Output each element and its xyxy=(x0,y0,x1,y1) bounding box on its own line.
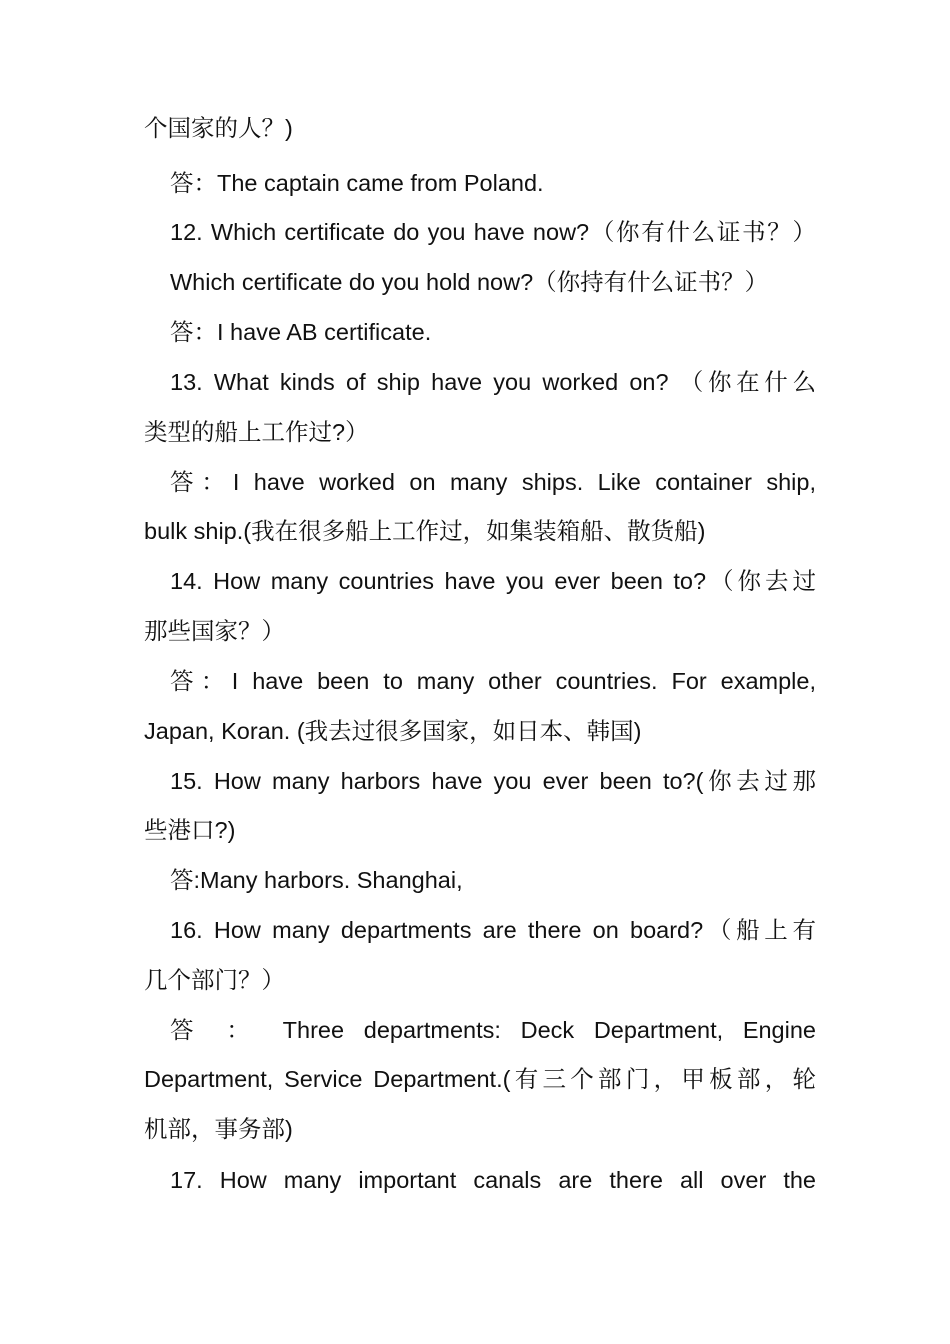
question-line: 13. What kinds of ship have you worked on? （你在什么 xyxy=(170,369,816,395)
text-line: 个国家的人？) xyxy=(144,115,293,141)
text-line: 些港口?) xyxy=(144,817,236,843)
question-line: 16. How many departments are there on board?（船上有 xyxy=(170,917,816,943)
text-line: 那些国家？） xyxy=(144,618,285,644)
question-line: Which certificate do you hold now?（你持有什么证书？） xyxy=(170,269,769,295)
text-line: 几个部门？） xyxy=(144,967,285,993)
answer-line: 答:Many harbors. Shanghai, xyxy=(170,867,463,893)
text-line: Department, Service Department.(有三个部门，甲板部，轮 xyxy=(144,1066,816,1092)
question-line: 15. How many harbors have you ever been to?(你去过那 xyxy=(170,768,816,794)
question-line: 17. How many important canals are there all over the xyxy=(170,1167,816,1193)
answer-line: 答：I have worked on many ships. Like container ship, xyxy=(170,469,816,495)
text-line: 类型的船上工作过?） xyxy=(144,419,369,445)
answer-line: 答：I have AB certificate. xyxy=(170,319,432,345)
text-line: 机部，事务部) xyxy=(144,1116,293,1142)
answer-line: 答 ： Three departments: Deck Department, Engine xyxy=(170,1017,816,1043)
text-line: Japan, Koran. (我去过很多国家，如日本、韩国) xyxy=(144,718,642,744)
question-line: 14. How many countries have you ever been to?（你去过 xyxy=(170,568,816,594)
question-line: 12. Which certificate do you have now?（你有什么证书？） xyxy=(170,219,816,245)
text-line: bulk ship.(我在很多船上工作过，如集装箱船、散货船) xyxy=(144,518,706,544)
answer-line: 答：I have been to many other countries. For example, xyxy=(170,668,816,694)
answer-line: 答：The captain came from Poland. xyxy=(170,170,544,196)
